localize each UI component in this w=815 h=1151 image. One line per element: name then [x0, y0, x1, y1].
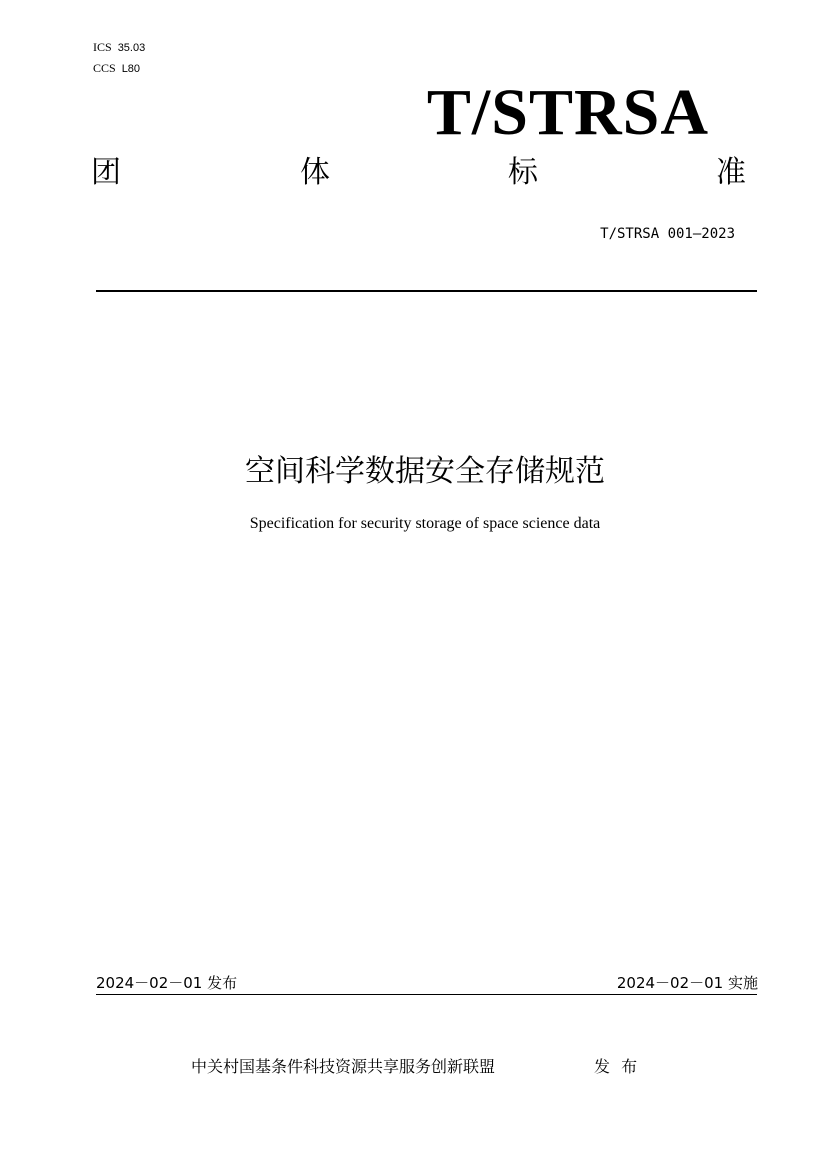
document-title-zh: 空间科学数据安全存储规范: [245, 454, 605, 489]
bottom-divider: [96, 994, 757, 995]
standard-logo: T/STRSA: [426, 76, 709, 149]
ics-value: 35.03: [117, 42, 146, 54]
implement-date: 2024－02－01 实施: [616, 974, 758, 992]
category-char-1: 团: [91, 155, 121, 190]
document-title-en: Specification for security storage of space science data: [249, 515, 601, 532]
publish-date: 2024－02－01 发布: [96, 974, 238, 992]
issuing-organization: 中关村国基条件科技资源共享服务创新联盟: [191, 1057, 496, 1076]
category-char-2: 体: [300, 155, 330, 190]
ccs-classification: [93, 61, 140, 76]
ics-label: ICS: [93, 40, 112, 54]
ics-classification: [93, 40, 145, 55]
issuer-action: 发 布: [594, 1057, 638, 1076]
category-char-4: 准: [716, 155, 746, 190]
category-char-3: 标: [508, 155, 538, 190]
top-divider: [96, 290, 757, 292]
ccs-label: CCS: [93, 61, 116, 75]
standard-number: T/STRSA 001—2023: [600, 226, 735, 242]
ccs-value: L80: [121, 63, 141, 75]
